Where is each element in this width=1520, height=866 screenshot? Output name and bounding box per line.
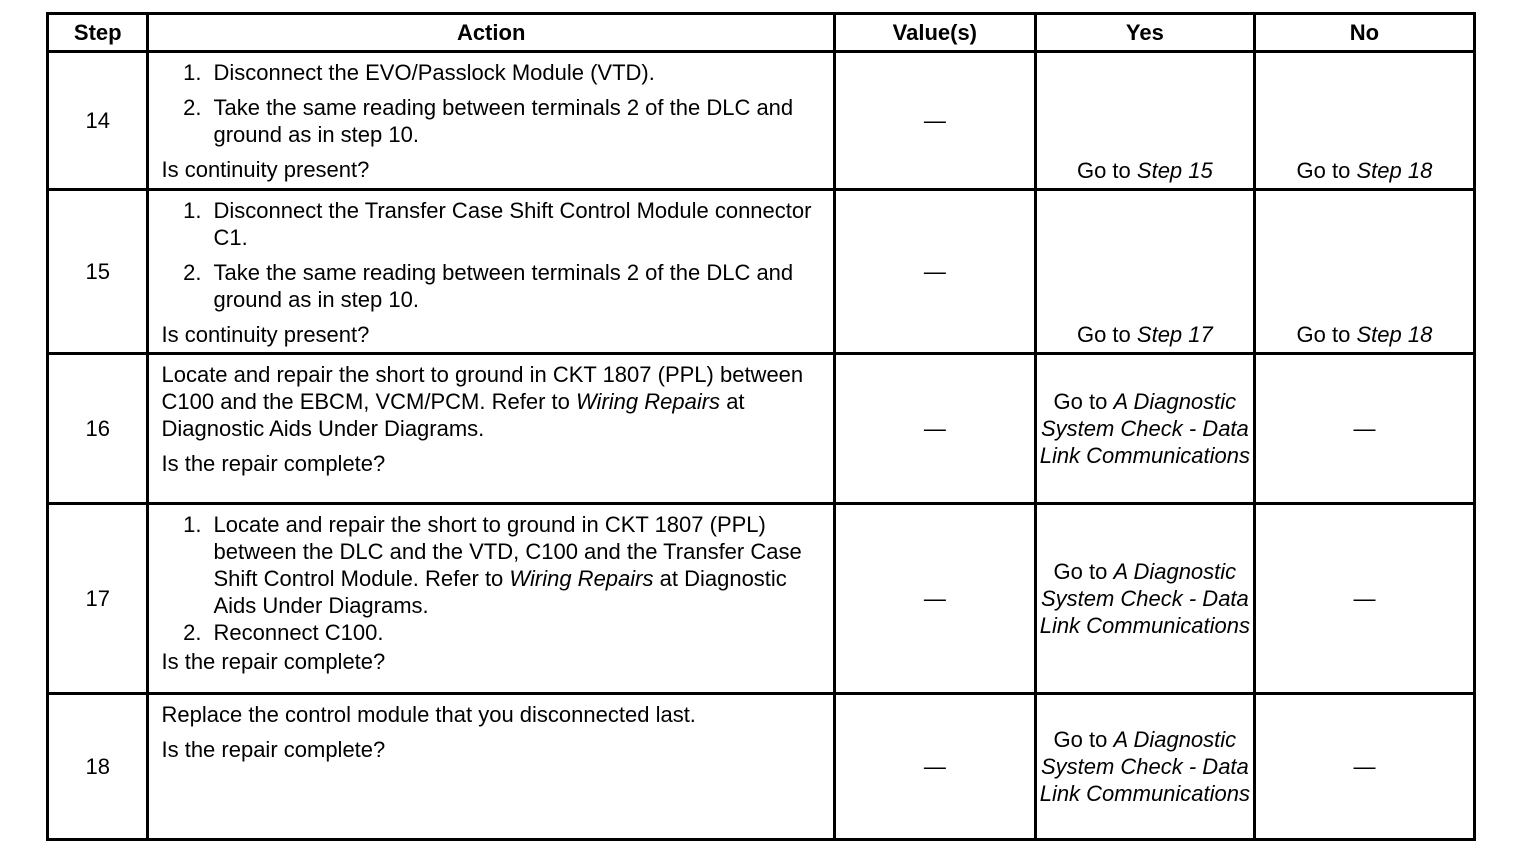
yes-cell [1035,354,1254,504]
action-question: Is the repair complete? [161,649,386,674]
no-cell: — [1254,504,1474,694]
action-item-text [213,511,822,619]
header-no: No [1254,14,1474,52]
step-number: 16 [48,354,148,504]
yes-prefix: Go to [1053,389,1108,414]
action-item-text: Disconnect the EVO/Passlock Module (VTD). [213,60,655,85]
action-item-text: Reconnect C100. [213,620,384,645]
action-item-text: Take the same reading between terminals 2 of the DLC and ground as in step 10. [213,95,794,147]
step-number: 15 [48,190,148,354]
header-action: Action [148,14,834,52]
value-cell: — [834,694,1035,840]
action-item-text: Disconnect the Transfer Case Shift Control Module connector C1. [213,198,812,250]
action-item [161,259,822,313]
yes-prefix: Go to [1053,559,1108,584]
header-row [48,14,1475,52]
no-cell [1254,52,1474,190]
action-item-number: 2. [183,260,202,285]
no-step-link[interactable]: Step 18 [1356,322,1433,347]
table-row [48,52,1475,190]
table-row [48,694,1475,840]
value-cell: — [834,504,1035,694]
action-text-before: Locate and repair the short to ground in CKT 1807 (PPL) between C100 and the EBCM, VCM/PCM. Refer to [161,362,804,414]
value-cell: — [834,52,1035,190]
action-cell [148,504,834,694]
action-item-number: 2. [183,620,202,645]
yes-diagnostic-link[interactable]: A Diagnostic System Check - Data Link Communications [1039,727,1251,806]
header-yes: Yes [1035,14,1254,52]
action-question: Is the repair complete? [161,737,386,762]
action-cell [148,694,834,840]
action-cell [148,52,834,190]
no-cell [1254,190,1474,354]
no-step-link[interactable]: Step 18 [1356,158,1433,183]
action-question: Is the repair complete? [161,451,386,476]
action-item [161,619,822,646]
action-item-number: 1. [183,60,202,85]
action-text-after: at Diagnostic Aids Under Diagrams. [161,389,745,441]
table-row [48,354,1475,504]
action-cell [148,190,834,354]
header-step: Step [48,14,148,52]
action-item-number: 2. [183,95,202,120]
yes-step-link[interactable]: Step 15 [1136,158,1213,183]
no-prefix: Go to [1296,158,1351,183]
step-number: 14 [48,52,148,190]
yes-prefix: Go to [1076,322,1131,347]
action-item-number: 1. [183,198,202,223]
action-item [161,59,822,86]
yes-diagnostic-link[interactable]: A Diagnostic System Check - Data Link Communications [1039,559,1251,638]
yes-step-link[interactable]: Step 17 [1136,322,1213,347]
step-number: 18 [48,694,148,840]
table-row [48,504,1475,694]
no-cell: — [1254,354,1474,504]
action-text: Replace the control module that you disconnected last. [161,702,696,727]
yes-diagnostic-link[interactable]: A Diagnostic System Check - Data Link Communications [1039,389,1251,468]
table-row [48,190,1475,354]
step-number: 17 [48,504,148,694]
wiring-repairs-link[interactable]: Wiring Repairs [509,566,654,591]
action-text-after: at Diagnostic Aids Under Diagrams. [213,566,787,618]
value-cell: — [834,190,1035,354]
action-question: Is continuity present? [161,157,370,182]
diagnostic-table [46,12,1476,841]
wiring-repairs-link[interactable]: Wiring Repairs [575,389,721,414]
yes-cell [1035,52,1254,190]
action-item [161,94,822,148]
action-item [161,197,822,251]
yes-cell [1035,694,1254,840]
action-item [161,511,822,619]
action-text [161,361,822,442]
action-item-text: Take the same reading between terminals 2 of the DLC and ground as in step 10. [213,260,794,312]
yes-prefix: Go to [1076,158,1131,183]
header-values: Value(s) [834,14,1035,52]
value-cell: — [834,354,1035,504]
no-cell: — [1254,694,1474,840]
yes-prefix: Go to [1053,727,1108,752]
no-prefix: Go to [1296,322,1351,347]
action-item-number: 1. [183,512,202,537]
action-cell [148,354,834,504]
yes-cell [1035,190,1254,354]
yes-cell [1035,504,1254,694]
action-question: Is continuity present? [161,322,370,347]
action-text-before: Locate and repair the short to ground in CKT 1807 (PPL) between the DLC and the VTD, C100 and the Transfer Case Shift Control Module. Refer to [213,512,802,591]
